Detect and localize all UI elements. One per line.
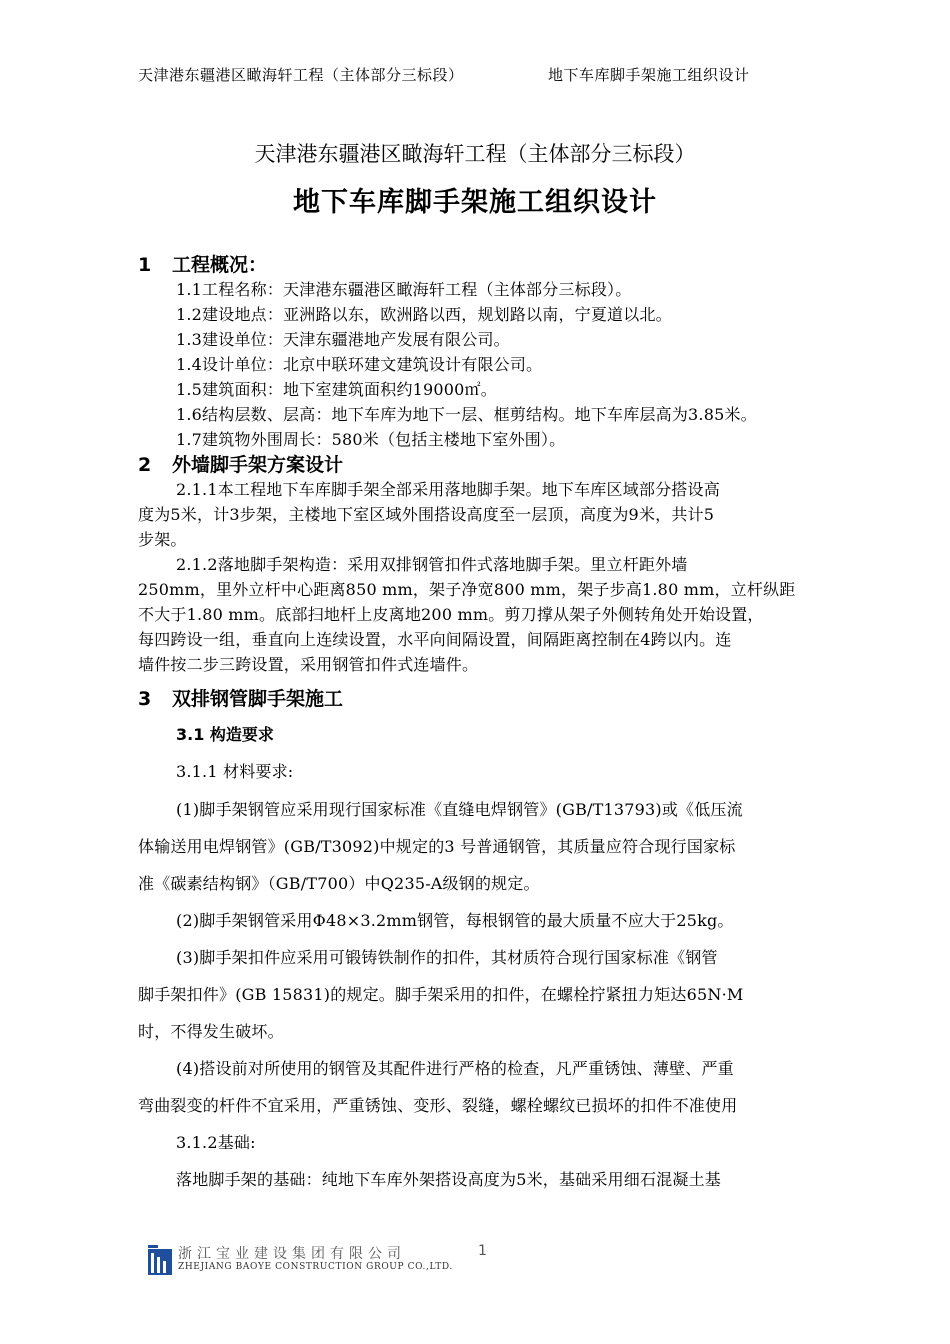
paragraph-line: (1)脚手架钢管应采用现行国家标准《直缝电焊钢管》(GB/T13793)或《低压流 bbox=[176, 800, 743, 819]
paragraph-line: (4)搭设前对所使用的钢管及其配件进行严格的检查，凡严重锈蚀、薄壁、严重 bbox=[176, 1059, 734, 1078]
paragraph-line: 弯曲裂变的杆件不宜采用，严重锈蚀、变形、裂缝，螺栓螺纹已损坏的扣件不准使用 bbox=[138, 1096, 738, 1115]
subsection-heading: 3.1 构造要求 bbox=[176, 725, 274, 744]
overview-item: 1.3建设单位：天津东疆港地产发展有限公司。 bbox=[176, 330, 510, 349]
section-title: 双排钢管脚手架施工 bbox=[172, 688, 344, 710]
project-title: 天津港东疆港区瞰海轩工程（主体部分三标段） bbox=[254, 142, 696, 166]
section-title: 工程概况： bbox=[172, 254, 268, 276]
overview-item: 1.7建筑物外围周长：580米（包括主楼地下室外围）。 bbox=[176, 430, 566, 449]
paragraph-line: 准《碳素结构钢》（GB/T700）中Q235-A级钢的规定。 bbox=[138, 874, 540, 893]
section-number: 2 bbox=[138, 454, 152, 476]
overview-item: 1.6结构层数、层高：地下车库为地下一层、框剪结构。地下车库层高为3.85米。 bbox=[176, 405, 757, 424]
section-number: 3 bbox=[138, 688, 152, 710]
running-header-project: 天津港东疆港区瞰海轩工程（主体部分三标段） bbox=[138, 66, 464, 84]
sub-subsection-heading: 3.1.1 材料要求: bbox=[176, 762, 294, 781]
paragraph-line: (2)脚手架钢管采用Φ48×3.2mm钢管，每根钢管的最大质量不应大于25kg。 bbox=[176, 911, 734, 930]
paragraph-line: 时，不得发生破坏。 bbox=[138, 1022, 284, 1041]
document-title: 地下车库脚手架施工组织设计 bbox=[293, 187, 657, 218]
section-2-heading bbox=[138, 450, 343, 477]
company-logo-icon bbox=[148, 1245, 172, 1275]
running-header-doc-title: 地下车库脚手架施工组织设计 bbox=[548, 66, 750, 84]
paragraph-line: 墙件按二步三跨设置，采用钢管扣件式连墙件。 bbox=[138, 655, 479, 674]
company-name-en: ZHEJIANG BAOYE CONSTRUCTION GROUP CO.,LTD. bbox=[178, 1262, 453, 1272]
company-name-cn: 浙江宝业建设集团有限公司 bbox=[178, 1246, 406, 1262]
overview-item: 1.2建设地点：亚洲路以东，欧洲路以西，规划路以南，宁夏道以北。 bbox=[176, 305, 672, 324]
paragraph-line: 步架。 bbox=[138, 530, 187, 549]
paragraph-line: 不大于1.80 mm。底部扫地杆上皮离地200 mm。剪刀撑从架子外侧转角处开始设置， bbox=[138, 605, 764, 624]
section-title: 外墙脚手架方案设计 bbox=[172, 454, 344, 476]
paragraph-line: 脚手架扣件》(GB 15831)的规定。脚手架采用的扣件，在螺栓拧紧扭力矩达65N·M bbox=[138, 985, 744, 1004]
section-number: 1 bbox=[138, 254, 152, 276]
section-1-heading bbox=[138, 250, 267, 277]
sub-subsection-heading: 3.1.2基础: bbox=[176, 1133, 256, 1152]
paragraph-line: 每四跨设一组，垂直向上连续设置，水平向间隔设置，间隔距离控制在4跨以内。连 bbox=[138, 630, 732, 649]
paragraph-line: 体输送用电焊钢管》(GB/T3092)中规定的3 号普通钢管，其质量应符合现行国家标 bbox=[138, 837, 736, 856]
paragraph-line: 2.1.2落地脚手架构造：采用双排钢管扣件式落地脚手架。里立杆距外墙 bbox=[176, 555, 688, 574]
paragraph-line: (3)脚手架扣件应采用可锻铸铁制作的扣件，其材质符合现行国家标准《钢管 bbox=[176, 948, 718, 967]
overview-item: 1.5建筑面积：地下室建筑面积约19000㎡。 bbox=[176, 380, 497, 399]
paragraph-line: 2.1.1本工程地下车库脚手架全部采用落地脚手架。地下车库区域部分搭设高 bbox=[176, 480, 720, 499]
overview-item: 1.1工程名称：天津港东疆港区瞰海轩工程（主体部分三标段）。 bbox=[176, 280, 632, 299]
paragraph-line: 落地脚手架的基础：纯地下车库外架搭设高度为5米，基础采用细石混凝土基 bbox=[176, 1170, 721, 1189]
paragraph-line: 度为5米，计3步架，主楼地下室区域外围搭设高度至一层顶，高度为9米，共计5 bbox=[138, 505, 715, 524]
section-3-heading bbox=[138, 684, 343, 711]
page-number: 1 bbox=[478, 1243, 487, 1259]
paragraph-line: 250mm，里外立杆中心距离850 mm，架子净宽800 mm，架子步高1.80 mm，立杆纵距 bbox=[138, 580, 796, 599]
overview-item: 1.4设计单位：北京中联环建文建筑设计有限公司。 bbox=[176, 355, 543, 374]
